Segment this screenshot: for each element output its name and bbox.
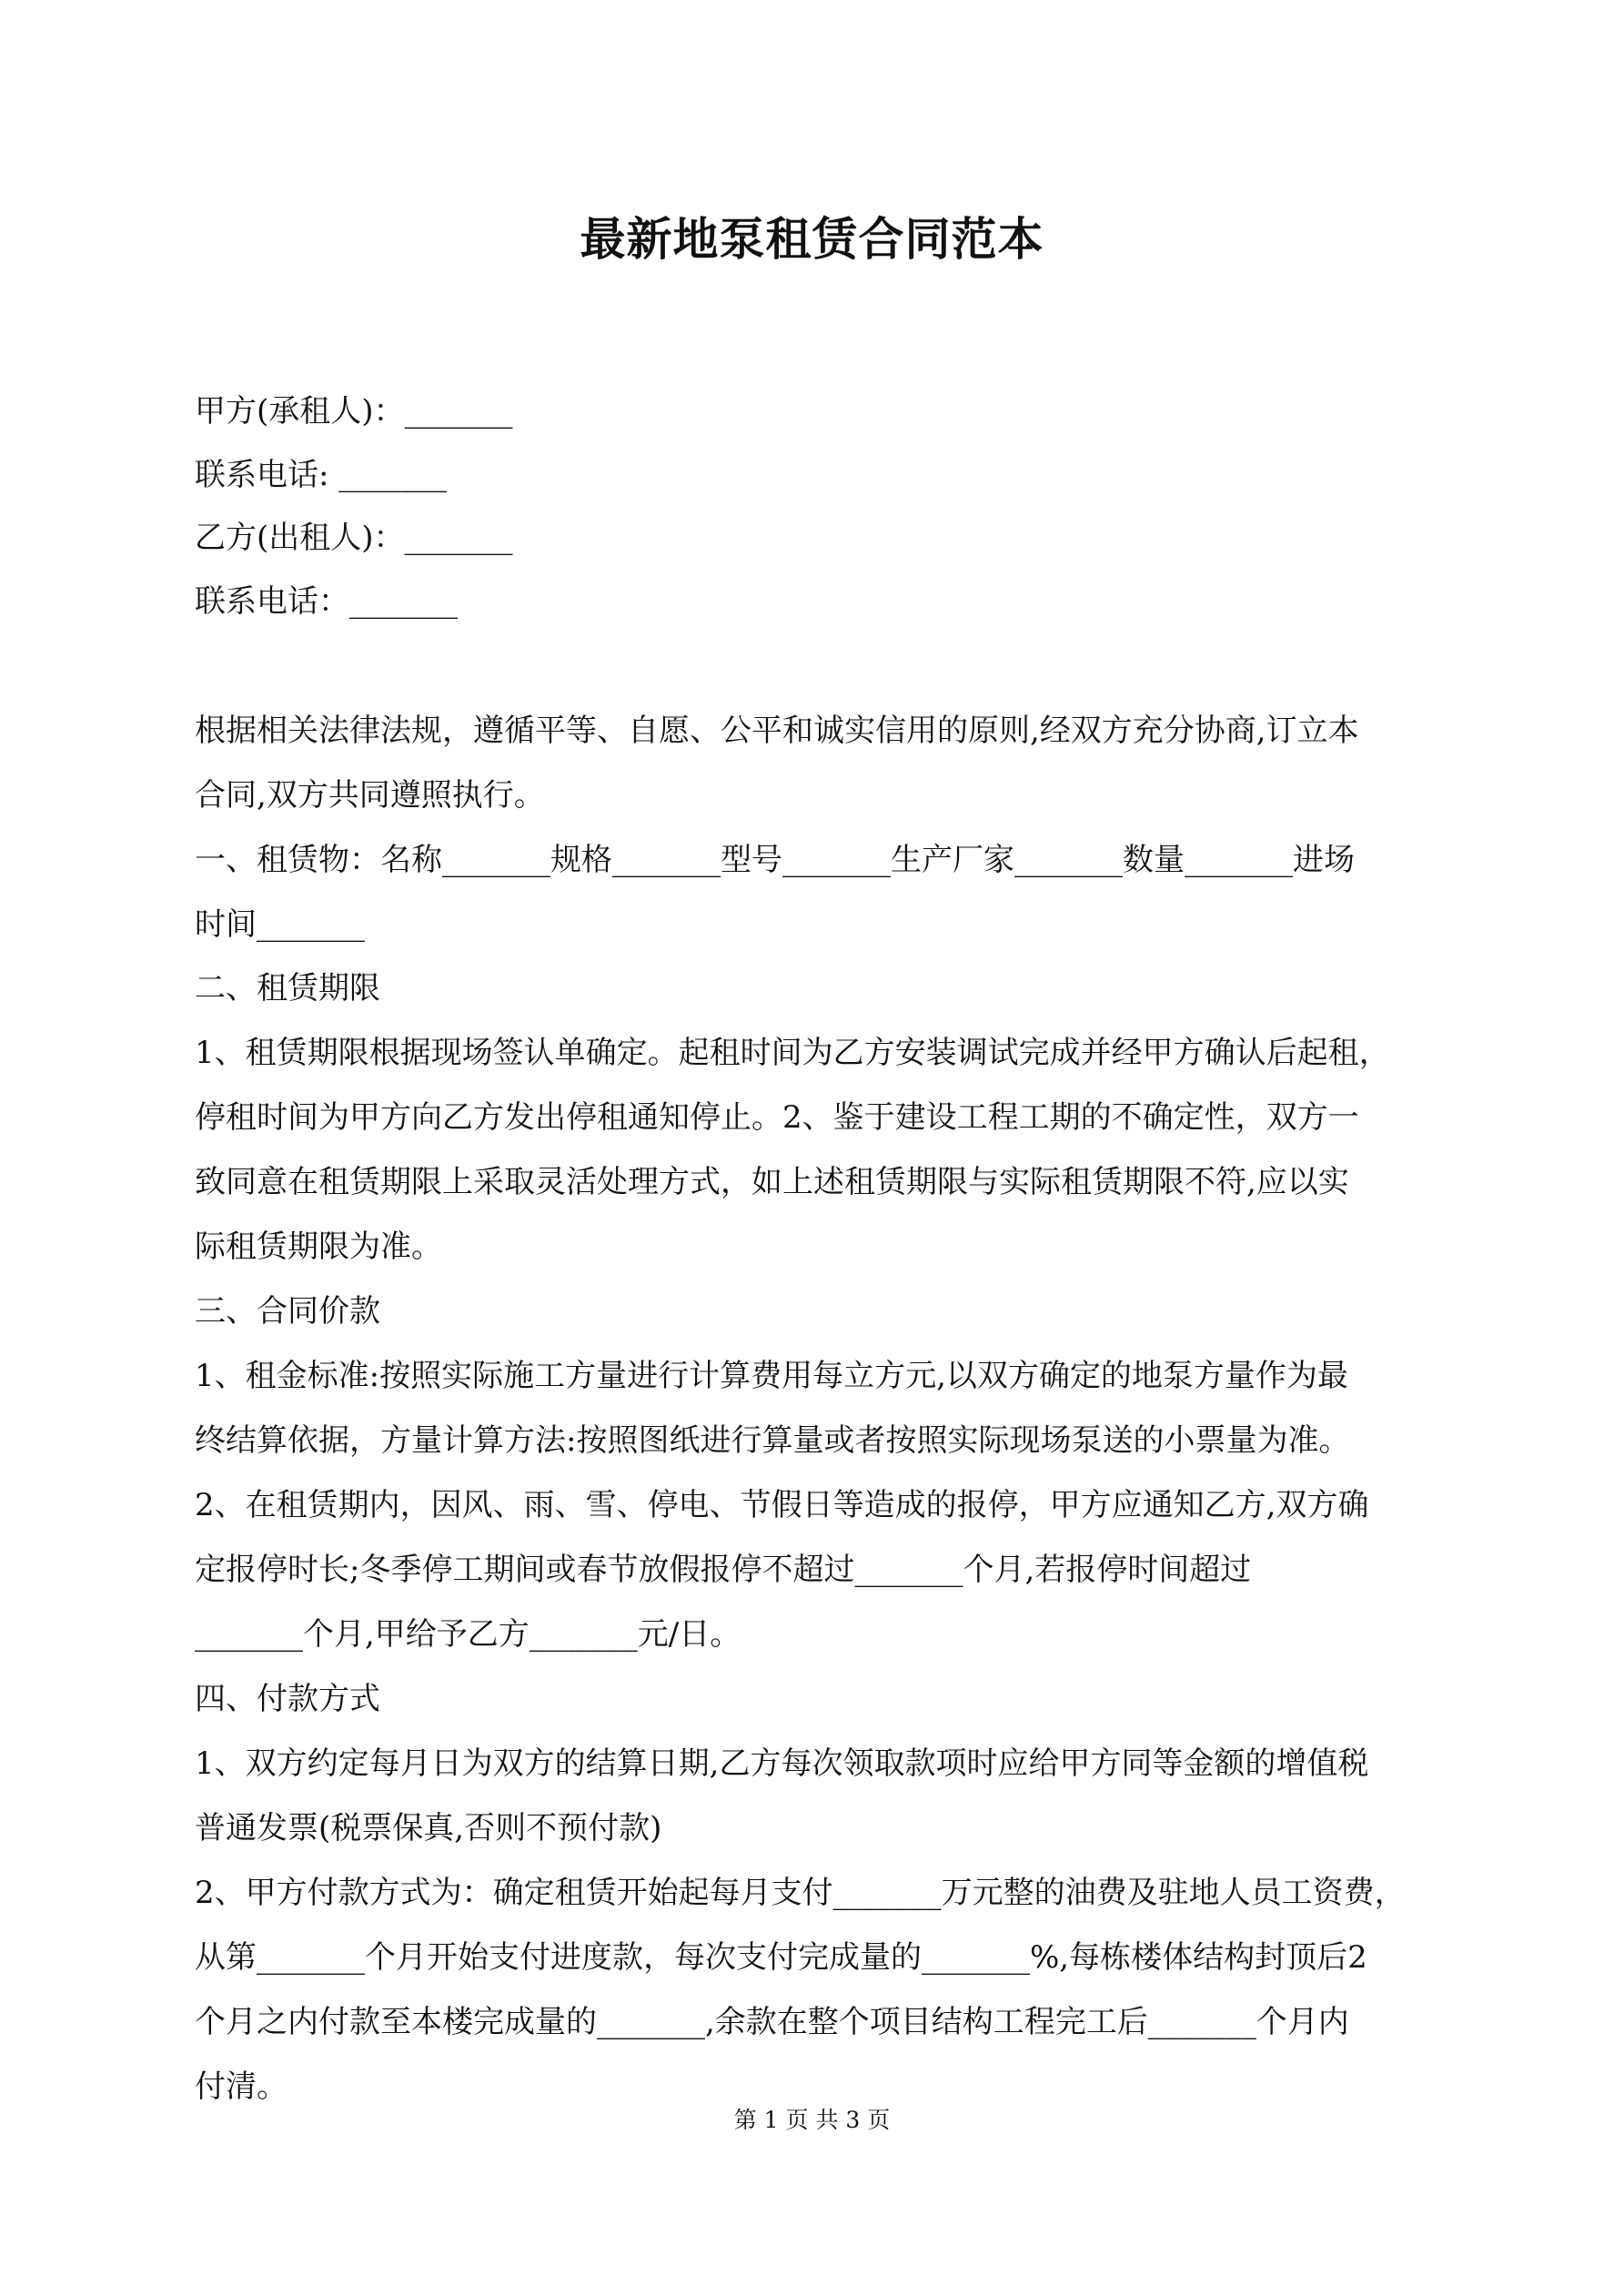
- section-1-line: 时间_______: [195, 906, 365, 943]
- party-a-line: 甲方(承租人)：_______: [195, 393, 513, 430]
- section-4-line: 1、双方约定每月日为双方的结算日期,乙方每次领取款项时应给甲方同等金额的增值税: [195, 1745, 1369, 1782]
- party-b-phone-line: 联系电话：_______: [195, 583, 458, 620]
- section-2-line: 际租赁期限为准。: [195, 1229, 442, 1265]
- page-title: 最新地泵租赁合同范本: [580, 212, 1044, 266]
- section-1-line: 一、租赁物：名称_______规格_______型号_______生产厂家_______数量_______进场: [195, 842, 1355, 878]
- section-3-line: 2、在租赁期内，因风、雨、雪、停电、节假日等造成的报停，甲方应通知乙方,双方确: [195, 1487, 1369, 1523]
- party-a-phone-line: 联系电话: _______: [195, 457, 448, 493]
- section-4-line: 2、甲方付款方式为：确定租赁开始起每月支付_______万元整的油费及驻地人员工资费，: [195, 1875, 1406, 1911]
- preamble-line: 合同,双方共同遵照执行。: [195, 777, 545, 814]
- section-3-line: 1、租金标准:按照实际施工方量进行计算费用每立方元,以双方确定的地泵方量作为最: [195, 1358, 1348, 1394]
- section-4-heading: 四、付款方式: [195, 1681, 380, 1717]
- preamble-line: 根据相关法律法规，遵循平等、自愿、公平和诚实信用的原则,经双方充分协商,订立本: [195, 713, 1359, 749]
- section-4-line: 个月之内付款至本楼完成量的_______,余款在整个项目结构工程完工后_______个月内: [195, 2004, 1349, 2040]
- party-b-line: 乙方(出租人)：_______: [195, 520, 513, 556]
- section-4-line: 付清。: [195, 2068, 287, 2105]
- section-2-line: 停租时间为甲方向乙方发出停租通知停止。2、鉴于建设工程工期的不确定性，双方一: [195, 1099, 1359, 1136]
- section-3-line: 终结算依据，方量计算方法:按照图纸进行算量或者按照实际现场泵送的小票量为准。: [195, 1422, 1350, 1459]
- section-4-line: 从第_______个月开始支付进度款，每次支付完成量的_______%,每栋楼体结构封顶后2: [195, 1939, 1367, 1976]
- section-3-line: 定报停时长;冬季停工期间或春节放假报停不超过_______个月,若报停时间超过: [195, 1552, 1252, 1588]
- section-3-heading: 三、合同价款: [195, 1293, 380, 1330]
- section-2-heading: 二、租赁期限: [195, 970, 380, 1006]
- section-4-line: 普通发票(税票保真,否则不预付款): [195, 1810, 662, 1846]
- page-number-footer: 第 1 页 共 3 页: [733, 2107, 891, 2133]
- section-2-line: 致同意在租赁期限上采取灵活处理方式，如上述租赁期限与实际租赁期限不符,应以实: [195, 1164, 1349, 1200]
- section-2-line: 1、租赁期限根据现场签认单确定。起租时间为乙方安装调试完成并经甲方确认后起租，: [195, 1035, 1390, 1071]
- section-3-line: _______个月,甲给予乙方_______元/日。: [195, 1616, 741, 1653]
